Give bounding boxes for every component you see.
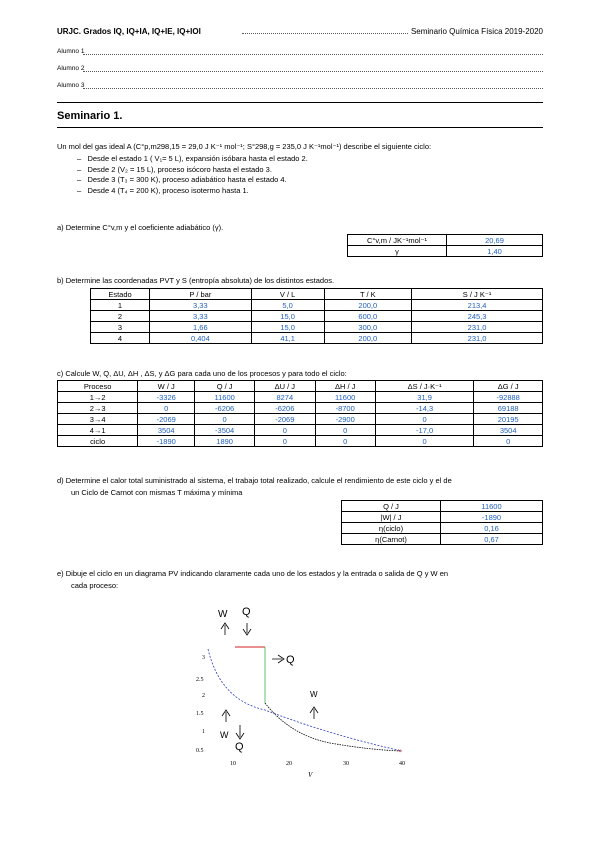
- table-row: 4→1 3504 -3504 0 0 -17,0 3504: [58, 425, 543, 436]
- y-tick: 0.5: [196, 748, 204, 754]
- student-line-1: [57, 48, 543, 57]
- table-row: 1→2 -3326 11600 8274 11600 31,9 -92888: [58, 392, 543, 403]
- table-row: η(Carnot) 0,67: [342, 534, 543, 545]
- table-row: 3→4 -2069 0 -2069 -2900 0 20195: [58, 414, 543, 425]
- table-b: [90, 288, 543, 344]
- x-tick: 40: [399, 761, 405, 767]
- question-d-line1: d) Determine el calor total suministrado al sistema, el trabajo total realizado, calcule el rendimiento de este ciclo y el de: [57, 476, 452, 485]
- x-tick: 30: [343, 761, 349, 767]
- y-tick: 1.5: [196, 711, 204, 717]
- table-header-row: Estado P / bar V / L T / K S / J K⁻¹: [91, 289, 543, 300]
- divider: [57, 127, 543, 128]
- header-right: Seminario Química Física 2019-2020: [410, 27, 543, 36]
- table-a: [347, 234, 543, 257]
- y-tick: 2.5: [196, 677, 204, 683]
- header-dots: [242, 33, 408, 34]
- table-row: γ 1,40: [348, 246, 543, 257]
- intro-text: Un mol del gas ideal A (C°p,m298,15 = 29,0 J K⁻¹ mol⁻¹; S°298,g = 235,0 J K⁻¹mol⁻¹) describe el siguiente ciclo:: [57, 142, 432, 151]
- q-label: Q: [235, 741, 244, 753]
- question-c: c) Calcule W, Q, ΔU, ΔH , ΔS, y ΔG para cada uno de los procesos y para todo el ciclo:: [57, 369, 347, 378]
- x-tick: 20: [286, 761, 292, 767]
- arrow-up-icon: [222, 710, 230, 722]
- question-e-line2: cada proceso:: [71, 581, 119, 590]
- step-item: – Desde el estado 1 ( V₁= 5 L), expansión isóbara hasta el estado 2.: [77, 154, 308, 163]
- table-row: ciclo -1890 1890 0 0 0 0: [58, 436, 543, 447]
- x-axis-label: V: [308, 771, 313, 779]
- step-item: – Desde 4 (T₄ = 200 K), proceso isotermo hasta 1.: [77, 185, 249, 195]
- y-tick: 3: [202, 655, 205, 661]
- divider: [57, 102, 543, 103]
- y-tick: 2: [202, 693, 205, 699]
- step-item: – Desde 2 (V₂ = 15 L), proceso isócoro hasta el estado 3.: [77, 164, 272, 174]
- pv-diagram: [190, 595, 420, 795]
- student-label: Alumno 1: [57, 48, 85, 55]
- student-label: Alumno 3: [57, 82, 85, 89]
- x-tick: 10: [230, 761, 236, 767]
- arrow-down-icon: [243, 623, 251, 635]
- table-header-row: Proceso W / J Q / J ΔU / J ΔH / J ΔS / J·K⁻¹ ΔG / J: [58, 381, 543, 392]
- step-list: [77, 154, 308, 196]
- arrow-down-icon: [236, 725, 244, 739]
- y-tick: 1: [202, 729, 205, 735]
- table-row: 2 3,33 15,0 600,0 245,3: [91, 311, 543, 322]
- w-label: W: [310, 690, 318, 699]
- student-line-2: [57, 65, 543, 74]
- adiabat-curve: [265, 703, 402, 751]
- w-label: W: [220, 730, 229, 740]
- table-row: Q / J 11600: [342, 501, 543, 512]
- page-header: [57, 27, 543, 36]
- question-b: b) Determine las coordenadas PVT y S (entropía absoluta) de los distintos estados.: [57, 276, 335, 285]
- isotherm-curve: [208, 649, 402, 751]
- table-row: |W| / J -1890: [342, 512, 543, 523]
- arrow-up-icon: [310, 707, 318, 719]
- table-row: C°v,m / JK⁻¹mol⁻¹ 20,69: [348, 235, 543, 246]
- student-label: Alumno 2: [57, 65, 85, 72]
- q-label: Q: [242, 606, 251, 618]
- end-mark: ×: [398, 749, 402, 755]
- arrow-right-icon: [272, 655, 284, 663]
- page-title: Seminario 1.: [57, 110, 123, 122]
- table-row: 3 1,66 15,0 300,0 231,0: [91, 322, 543, 333]
- question-d-line2: un Ciclo de Carnot con mismas T máxima y mínima: [71, 488, 243, 497]
- table-c: [57, 380, 543, 447]
- table-row: η(ciclo) 0,16: [342, 523, 543, 534]
- step-item: – Desde 3 (T₃ = 300 K), proceso adiabático hasta el estado 4.: [77, 175, 287, 184]
- student-line-3: [57, 82, 543, 91]
- header-left: URJC. Grados IQ, IQ+IA, IQ+IE, IQ+IOI: [57, 27, 201, 36]
- table-row: 2→3 0 -6206 -6206 -8700 -14,3 69188: [58, 403, 543, 414]
- table-row: 1 3,33 5,0 200,0 213,4: [91, 300, 543, 311]
- arrow-up-icon: [221, 623, 229, 635]
- question-e-line1: e) Dibuje el ciclo en un diagrama PV indicando claramente cada uno de los estados y la entrada o salida de Q y W en: [57, 569, 449, 578]
- table-d: [341, 500, 543, 545]
- q-label: Q: [286, 654, 295, 666]
- table-row: 4 0,404 41,1 200,0 231,0: [91, 333, 543, 344]
- question-a: a) Determine C°v,m y el coeficiente adiabático (γ).: [57, 223, 224, 232]
- w-label: W: [218, 609, 228, 620]
